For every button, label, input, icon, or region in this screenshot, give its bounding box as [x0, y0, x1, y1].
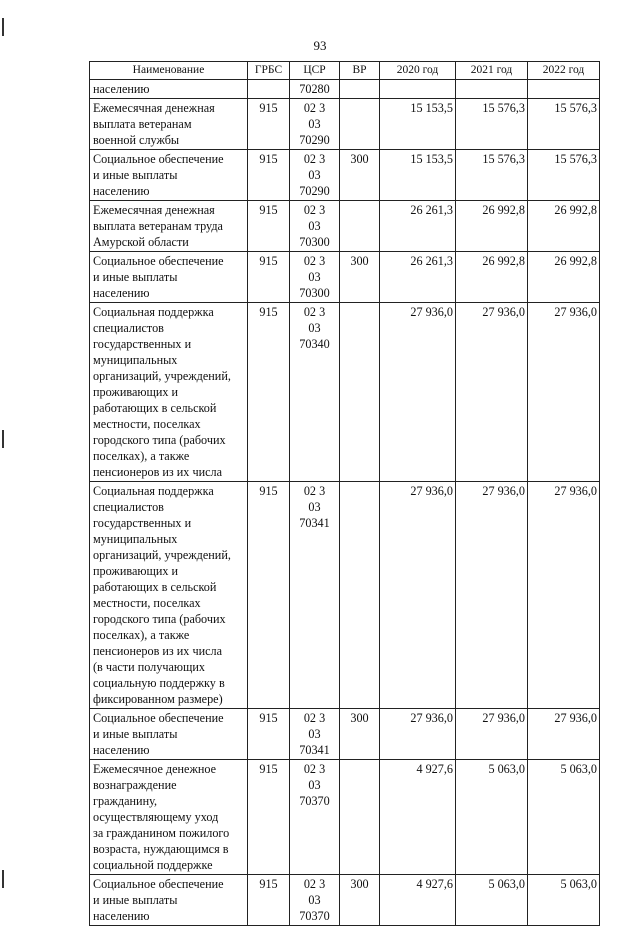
cell-vr: 300: [340, 150, 380, 201]
cell-2020: 15 153,5: [380, 150, 456, 201]
cell-2022: 5 063,0: [528, 760, 600, 875]
cell-2020: 4 927,6: [380, 760, 456, 875]
cell-2020: 27 936,0: [380, 303, 456, 482]
cell-name: Социальное обеспечение и иные выплаты населению: [90, 150, 248, 201]
cell-name: Социальная поддержка специалистов государственных и муниципальных организаций, учреждений, проживающих и работающих в сельской местности, поселках городского типа (рабочих поселках), а также пенсионеров из их числа: [90, 303, 248, 482]
cell-vr: 300: [340, 875, 380, 926]
cell-2021: 15 576,3: [456, 99, 528, 150]
cell-csr: 02 3 03 70290: [290, 150, 340, 201]
table-body: [90, 80, 600, 926]
cell-name: Ежемесячная денежная выплата ветеранам военной службы: [90, 99, 248, 150]
cell-2022: 27 936,0: [528, 709, 600, 760]
table-row: [90, 875, 600, 926]
cell-csr: 02 3 03 70300: [290, 201, 340, 252]
scan-margin-mark: [2, 870, 4, 888]
scan-margin-mark: [2, 18, 4, 36]
cell-2022: 27 936,0: [528, 303, 600, 482]
cell-2020: 15 153,5: [380, 99, 456, 150]
cell-csr: 02 3 03 70370: [290, 760, 340, 875]
table-row: [90, 201, 600, 252]
cell-2022: 26 992,8: [528, 252, 600, 303]
column-header-csr: ЦСР: [290, 62, 340, 80]
cell-2020: 26 261,3: [380, 252, 456, 303]
cell-name: Ежемесячное денежное вознаграждение гражданину, осуществляющему уход за гражданином пожилого возраста, нуждающимся в социальной поддержке: [90, 760, 248, 875]
cell-grbs: 915: [248, 150, 290, 201]
cell-name: Социальная поддержка специалистов государственных и муниципальных организаций, учреждений, проживающих и работающих в сельской местности, поселках городского типа (рабочих поселках), а также пенсионеров из их числа (в части получающих социальную поддержку в фиксированном размере): [90, 482, 248, 709]
column-header-2020: 2020 год: [380, 62, 456, 80]
cell-2021: 15 576,3: [456, 150, 528, 201]
cell-name: Социальное обеспечение и иные выплаты населению: [90, 709, 248, 760]
cell-vr: [340, 80, 380, 99]
column-header-2022: 2022 год: [528, 62, 600, 80]
column-header-name: Наименование: [90, 62, 248, 80]
column-header-grbs: ГРБС: [248, 62, 290, 80]
cell-2021: 26 992,8: [456, 252, 528, 303]
table-row: [90, 482, 600, 709]
cell-vr: [340, 201, 380, 252]
cell-name: Социальное обеспечение и иные выплаты населению: [90, 875, 248, 926]
cell-csr: 02 3 03 70370: [290, 875, 340, 926]
cell-csr: 02 3 03 70341: [290, 709, 340, 760]
cell-vr: [340, 482, 380, 709]
cell-vr: [340, 99, 380, 150]
table-row: [90, 709, 600, 760]
cell-name: населению: [90, 80, 248, 99]
cell-grbs: 915: [248, 252, 290, 303]
cell-vr: 300: [340, 252, 380, 303]
cell-grbs: 915: [248, 201, 290, 252]
budget-table: [89, 61, 600, 926]
table-header-row: [90, 62, 600, 80]
cell-2022: 15 576,3: [528, 99, 600, 150]
cell-2022: 26 992,8: [528, 201, 600, 252]
table-row: [90, 80, 600, 99]
cell-grbs: 915: [248, 99, 290, 150]
cell-2020: 27 936,0: [380, 482, 456, 709]
cell-2020: 26 261,3: [380, 201, 456, 252]
cell-csr: 02 3 03 70300: [290, 252, 340, 303]
cell-csr: 02 3 03 70290: [290, 99, 340, 150]
cell-2021: 5 063,0: [456, 875, 528, 926]
cell-2020: 27 936,0: [380, 709, 456, 760]
cell-grbs: 915: [248, 303, 290, 482]
column-header-vr: ВР: [340, 62, 380, 80]
cell-vr: [340, 303, 380, 482]
cell-grbs: 915: [248, 709, 290, 760]
cell-2022: 5 063,0: [528, 875, 600, 926]
cell-csr: 02 3 03 70341: [290, 482, 340, 709]
page-number: 93: [313, 38, 327, 53]
cell-2021: 5 063,0: [456, 760, 528, 875]
cell-2021: 27 936,0: [456, 303, 528, 482]
cell-2021: 26 992,8: [456, 201, 528, 252]
table-row: [90, 760, 600, 875]
cell-grbs: 915: [248, 760, 290, 875]
table-row: [90, 150, 600, 201]
cell-2020: 4 927,6: [380, 875, 456, 926]
cell-2021: 27 936,0: [456, 709, 528, 760]
cell-vr: [340, 760, 380, 875]
cell-name: Социальное обеспечение и иные выплаты населению: [90, 252, 248, 303]
cell-grbs: [248, 80, 290, 99]
cell-2021: [456, 80, 528, 99]
cell-grbs: 915: [248, 875, 290, 926]
table-row: [90, 303, 600, 482]
cell-2022: 15 576,3: [528, 150, 600, 201]
cell-2022: [528, 80, 600, 99]
table-row: [90, 252, 600, 303]
cell-2020: [380, 80, 456, 99]
table-row: [90, 99, 600, 150]
cell-csr: 02 3 03 70340: [290, 303, 340, 482]
scan-margin-mark: [2, 430, 4, 448]
cell-grbs: 915: [248, 482, 290, 709]
cell-2021: 27 936,0: [456, 482, 528, 709]
column-header-2021: 2021 год: [456, 62, 528, 80]
cell-name: Ежемесячная денежная выплата ветеранам труда Амурской области: [90, 201, 248, 252]
cell-vr: 300: [340, 709, 380, 760]
cell-2022: 27 936,0: [528, 482, 600, 709]
cell-csr: 70280: [290, 80, 340, 99]
